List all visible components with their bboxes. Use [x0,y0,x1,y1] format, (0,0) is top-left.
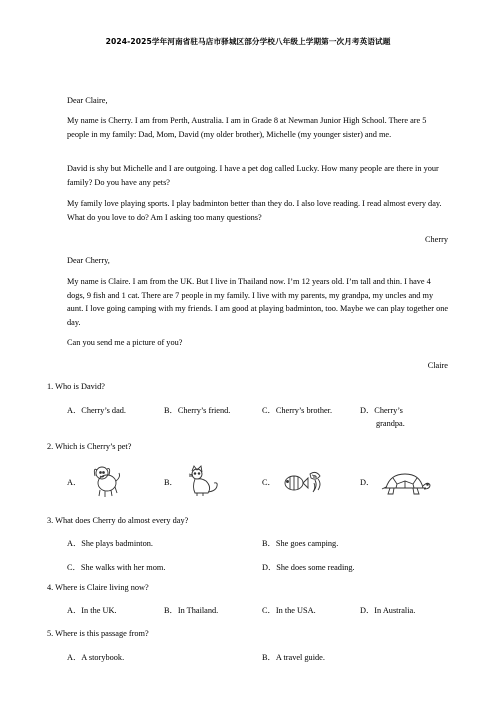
turtle-icon [380,470,432,498]
q2-option-d[interactable]: D． [360,478,375,487]
q2-option-c[interactable]: C． [262,478,276,487]
question-5: 5. Where is this passage from? [47,629,149,638]
q1-option-a[interactable]: A．Cherry’s dad. [67,406,126,415]
q1-option-c[interactable]: C．Cherry’s brother. [262,406,333,415]
q4-option-d[interactable]: D．In Australia. [360,606,416,615]
q1-option-d-continued: grandpa. [376,419,405,428]
page-title: 2024-2025学年河南省驻马店市驿城区部分学校八年级上学期第一次月考英语试题 [105,37,391,46]
question-1: 1. Who is David? [47,382,105,391]
q4-option-c[interactable]: C．In the USA. [262,606,316,615]
dog-icon [88,463,126,499]
q3-option-a[interactable]: A．She plays badminton. [67,539,153,548]
q2-option-a[interactable]: A． [67,478,82,487]
question-3: 3. What does Cherry do almost every day? [47,516,189,525]
fish-icon [282,466,324,498]
letter2-signature: Claire [427,361,448,370]
q3-option-c[interactable]: C．She walks with her mom. [67,563,166,572]
q4-option-b[interactable]: B．In Thailand. [164,606,219,615]
letter2-paragraph-2: Can you send me a picture of you? [67,338,183,347]
question-2: 2. Which is Cherry’s pet? [47,442,132,451]
letter1-paragraph-3: My family love playing sports. I play badminton better than they do. I also love reading. I read almost every day. What do you love to do? Am I asking too many questions? [67,199,442,222]
letter1-paragraph-2: David is shy but Michelle and I are outgoing. I have a pet dog called Lucky. How many people are there in your family? Do you have any pets? [67,164,439,187]
q3-option-d[interactable]: D．She does some reading. [262,563,355,572]
letter2-paragraph-1: My name is Claire. I am from the UK. But I live in Thailand now. I’m 12 years old. I’m tall and thin. I have 4 dogs, 9 fish and 1 cat. There are 7 people in my family. I live with my parents, my grandpa, my uncles and my aunt. I love going camping with my friends. I am good at playing badminton, too. Maybe we can play together one day. [67,277,449,327]
q4-option-a[interactable]: A．In the UK. [67,606,117,615]
q5-option-b[interactable]: B．A travel guide. [262,653,325,662]
q3-option-b[interactable]: B．She goes camping. [262,539,339,548]
q2-option-b[interactable]: B． [164,478,178,487]
letter1-signature: Cherry [424,235,448,244]
letter2-greeting: Dear Cherry, [67,256,110,265]
q1-option-b[interactable]: B．Cherry’s friend. [164,406,231,415]
q1-option-d[interactable]: D．Cherry’s [360,406,403,415]
letter1-greeting: Dear Claire, [67,96,108,105]
question-4: 4. Where is Claire living now? [47,583,149,592]
q5-option-a[interactable]: A．A storybook. [67,653,125,662]
cat-icon [186,465,222,499]
letter1-paragraph-1: My name is Cherry. I am from Perth, Australia. I am in Grade 8 at Newman Junior High School. There are 5 people in my family: Dad, Mom, David (my older brother), Michelle (my younger sister) and me. [67,116,427,139]
